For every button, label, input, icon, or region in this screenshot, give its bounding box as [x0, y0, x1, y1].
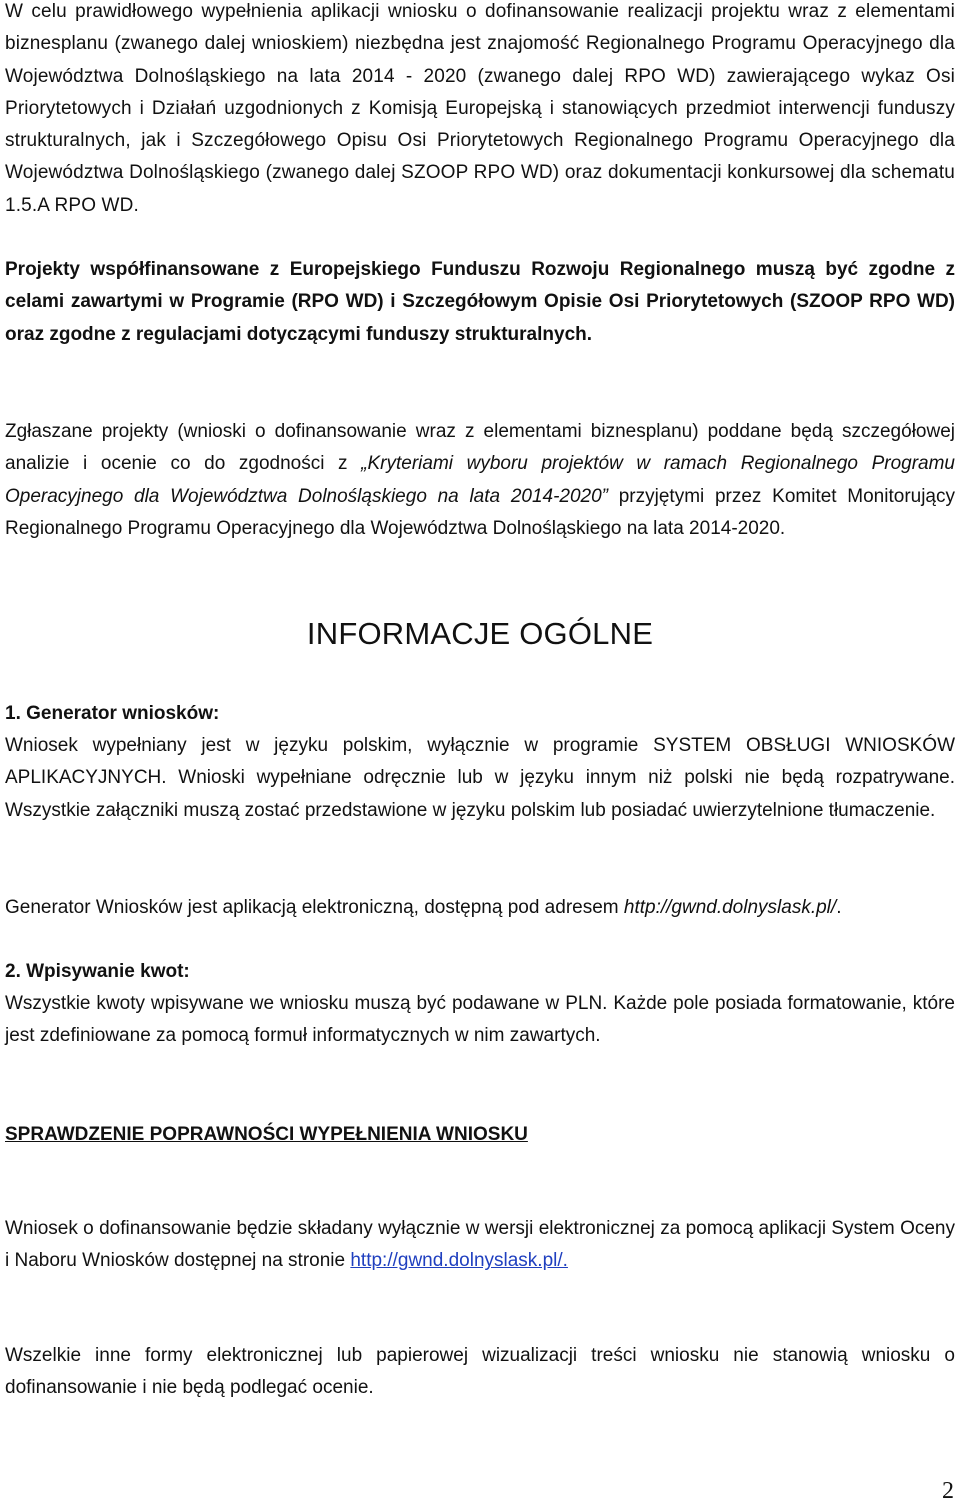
generator-url: http://gwnd.dolnyslask.pl/: [623, 897, 837, 918]
criteria-paragraph: [5, 416, 955, 545]
criteria-text-start: Zgłaszane projekty (wnioski o dofinansowanie wraz z elementami biznesplanu) poddane będą szczegółowej analizie i ocenie co do zgodności z: [5, 421, 955, 475]
gwnd-link[interactable]: http://gwnd.dolnyslask.pl/.: [350, 1250, 568, 1272]
generator-end: .: [836, 897, 842, 918]
section-heading: INFORMACJE OGÓLNE: [306, 616, 654, 651]
criteria-title: „Kryteriami wyboru projektów w ramach Regionalnego Programu Operacyjnego dla Województwa Dolnośląskiego na lata 2014-2020”: [5, 453, 955, 507]
check-paragraph: [5, 1213, 955, 1278]
page-number: 2: [942, 1478, 954, 1504]
check-section-title: SPRAWDZENIE POPRAWNOŚCI WYPEŁNIENIA WNIOSKU: [5, 1124, 528, 1145]
criteria-text-end: przyjętymi przez Komitet Monitorujący Regionalnego Programu Operacyjnego dla Województwa Dolnośląskiego na lata 2014-2020.: [5, 485, 955, 539]
check-paragraph-2: Wszelkie inne formy elektronicznej lub papierowej wizualizacji treści wniosku nie stanowią wniosku o dofinansowanie i nie będą podlegać ocenie.: [5, 1345, 955, 1399]
section2-number: 2.: [5, 961, 27, 982]
check-text: Wniosek o dofinansowanie będzie składany wyłącznie w wersji elektronicznej za pomocą aplikacji System Oceny i Naboru Wniosków dostępnej na stronie: [5, 1218, 955, 1272]
section2-text: Wszystkie kwoty wpisywane we wniosku muszą być podawane w PLN. Każde pole posiada formatowanie, które jest zdefiniowane za pomocą formuł informatycznych w nim zawartych.: [5, 993, 955, 1047]
intro-bold-paragraph: Projekty współfinansowane z Europejskiego Funduszu Rozwoju Regionalnego muszą być zgodne z celami zawartymi w Programie (RPO WD) i Szczegółowym Opisie Osi Priorytetowych (SZOOP RPO WD) oraz zgodne z regulacjami dotyczącymi funduszy strukturalnych.: [5, 259, 955, 345]
section1-title-text: 1. Generator wniosków:: [5, 703, 220, 724]
section1-title: [5, 698, 955, 730]
section2-title: [5, 956, 955, 988]
intro-paragraph: W celu prawidłowego wypełnienia aplikacji wniosku o dofinansowanie realizacji projektu wraz z elementami biznesplanu (zwanego dalej wnioskiem) niezbędna jest znajomość Regionalnego Programu Operacyjnego dla Województwa Dolnośląskiego na lata 2014 - 2020 (zwanego dalej RPO WD) zawierającego wykaz Osi Priorytetowych i Działań uzgodnionych z Komisją Europejską i stanowiących przedmiot interwencji funduszy strukturalnych, jak i Szczegółowego Opisu Osi Priorytetowych Regionalnego Programu Operacyjnego dla Województwa Dolnośląskiego (zwanego dalej SZOOP RPO WD) oraz dokumentacji konkursowej dla schematu 1.5.A RPO WD.: [5, 1, 955, 216]
generator-paragraph: [5, 892, 955, 924]
section2-title-text: Wpisywanie kwot:: [26, 961, 190, 982]
generator-text: Generator Wniosków jest aplikacją elektroniczną, dostępną pod adresem: [5, 897, 624, 918]
section1-text: Wniosek wypełniany jest w języku polskim, wyłącznie w programie SYSTEM OBSŁUGI WNIOSKÓW APLIKACYJNYCH. Wnioski wypełniane odręcznie lub w języku innym niż polski nie będą rozpatrywane. Wszystkie załączniki muszą zostać przedstawione w języku polskim lub posiadać uwierzytelnione tłumaczenie.: [5, 735, 955, 821]
